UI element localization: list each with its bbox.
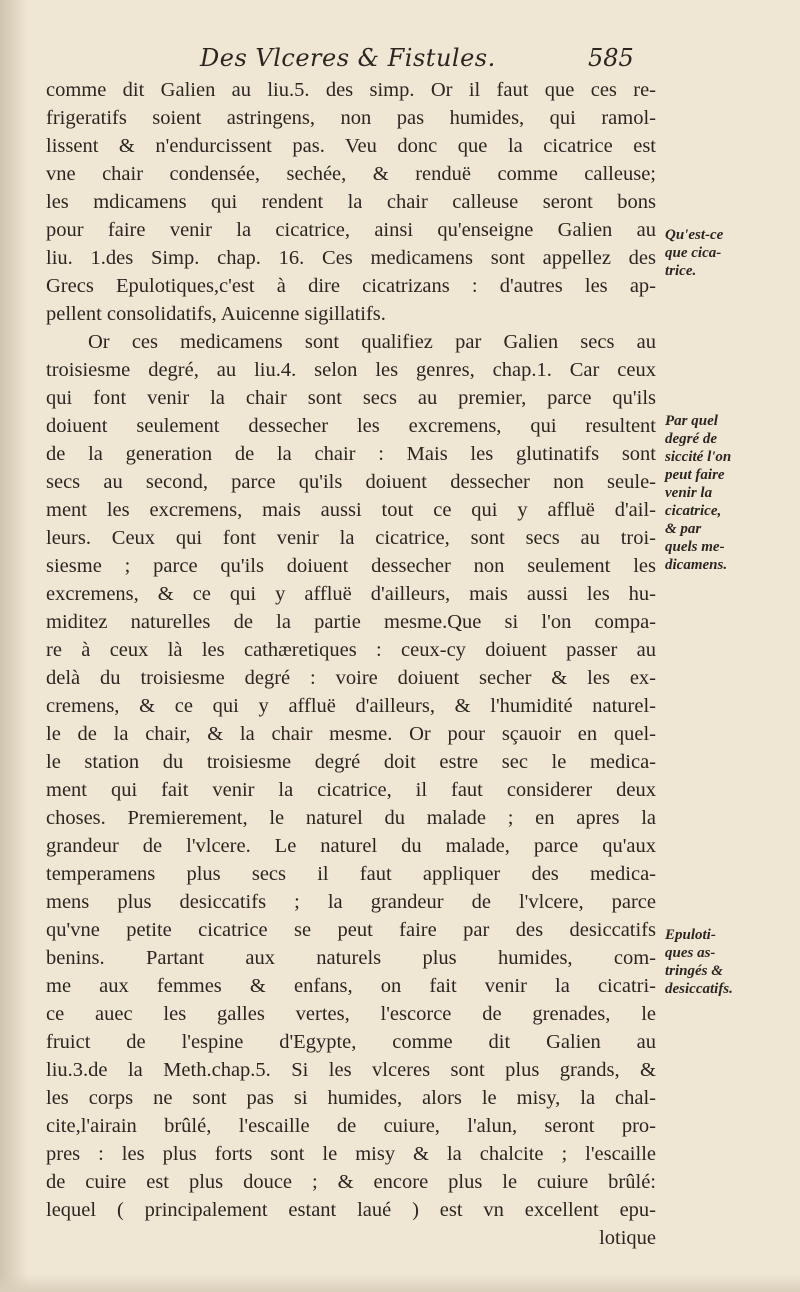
text-line: leurs. Ceux qui font venir la cicatrice, sont secs au troi- bbox=[46, 527, 656, 549]
text-line: excremens, & ce qui y affluë d'ailleurs, mais aussi les hu- bbox=[46, 583, 656, 605]
margin-note-line: degré de bbox=[665, 431, 718, 447]
text-line: temperamens plus secs il faut appliquer des medica- bbox=[46, 863, 656, 885]
text-line: cite,l'airain brûlé, l'escaille de cuiure, l'alun, seront pro- bbox=[46, 1115, 656, 1137]
margin-note-line: peut faire bbox=[665, 467, 725, 483]
text-line: benins. Partant aux naturels plus humides, com- bbox=[46, 947, 656, 969]
text-line: re à ceux là les cathæretiques : ceux-cy doiuent passer au bbox=[46, 639, 656, 661]
margin-note-line: & par bbox=[665, 521, 702, 537]
margin-note-cicatrice bbox=[665, 226, 785, 280]
text-line: siesme ; parce qu'ils doiuent dessecher non seulement les bbox=[46, 555, 656, 577]
margin-note-line: trice. bbox=[665, 263, 697, 279]
margin-note-degre-siccite bbox=[665, 412, 785, 574]
text-line: pour faire venir la cicatrice, ainsi qu'enseigne Galien au bbox=[46, 219, 656, 241]
text-line: me aux femmes & enfans, on fait venir la cicatri- bbox=[46, 975, 656, 997]
text-line: Grecs Epulotiques,c'est à dire cicatrizans : d'autres les ap- bbox=[46, 275, 656, 297]
text-line: troisiesme degré, au liu.4. selon les genres, chap.1. Car ceux bbox=[46, 359, 656, 381]
text-line: lequel ( principalement estant laué ) est vn excellent epu- bbox=[46, 1199, 656, 1221]
margin-note-epulotiques bbox=[665, 926, 785, 998]
text-line: cremens, & ce qui y affluë d'ailleurs, & l'humidité naturel- bbox=[46, 695, 656, 717]
text-line: ment qui fait venir la cicatrice, il faut considerer deux bbox=[46, 779, 656, 801]
text-line: choses. Premierement, le naturel du malade ; en apres la bbox=[46, 807, 656, 829]
text-line: qui font venir la chair sont secs au premier, parce qu'ils bbox=[46, 387, 656, 409]
margin-note-line: quels me- bbox=[665, 539, 725, 555]
margin-note-line: siccité l'on bbox=[665, 449, 732, 465]
text-line: comme dit Galien au liu.5. des simp. Or il faut que ces re- bbox=[46, 79, 656, 101]
text-line: liu. 1.des Simp. chap. 16. Ces medicamens sont appellez des bbox=[46, 247, 656, 269]
text-line: vne chair condensée, sechée, & renduë comme calleuse; bbox=[46, 163, 656, 185]
text-line: lotique bbox=[599, 1227, 656, 1249]
main-text-block bbox=[46, 76, 656, 1252]
text-line: fruict de l'espine d'Egypte, comme dit Galien au bbox=[46, 1031, 656, 1053]
text-line: les corps ne sont pas si humides, alors le misy, la chal- bbox=[46, 1087, 656, 1109]
text-line: ment les excremens, mais aussi tout ce qui y affluë d'ail- bbox=[46, 499, 656, 521]
text-line: mens plus desiccatifs ; la grandeur de l'vlcere, parce bbox=[46, 891, 656, 913]
text-line: le station du troisiesme degré doit estre sec le medica- bbox=[46, 751, 656, 773]
text-line: miditez naturelles de la partie mesme.Que si l'on compa- bbox=[46, 611, 656, 633]
text-line: ce auec les galles vertes, l'escorce de grenades, le bbox=[46, 1003, 656, 1025]
margin-note-line: que cica- bbox=[665, 245, 722, 261]
text-line: secs au second, parce qu'ils doiuent dessecher non seule- bbox=[46, 471, 656, 493]
margin-note-line: Par quel bbox=[665, 413, 718, 429]
text-line: frigeratifs soient astringens, non pas humides, qui ramol- bbox=[46, 107, 656, 129]
margin-note-line: Qu'est-ce bbox=[665, 227, 724, 243]
text-line: doiuent seulement dessecher les excremens, qui resultent bbox=[46, 415, 656, 437]
margin-note-line: ques as- bbox=[665, 945, 716, 961]
margin-note-line: dicamens. bbox=[665, 557, 728, 573]
text-line: de la generation de la chair : Mais les glutinatifs sont bbox=[46, 443, 656, 465]
text-line: de cuire est plus douce ; & encore plus le cuiure brûlé: bbox=[46, 1171, 656, 1193]
margin-note-line: Epuloti- bbox=[665, 927, 716, 943]
text-line: pellent consolidatifs, Auicenne sigillatifs. bbox=[46, 303, 386, 325]
margin-note-line: tringés & bbox=[665, 963, 723, 979]
text-line: liu.3.de la Meth.chap.5. Si les vlceres sont plus grands, & bbox=[46, 1059, 656, 1081]
text-line: grandeur de l'vlcere. Le naturel du malade, parce qu'aux bbox=[46, 835, 656, 857]
margin-note-line: cicatrice, bbox=[665, 503, 722, 519]
text-line: les mdicamens qui rendent la chair calleuse seront bons bbox=[46, 191, 656, 213]
text-line: lissent & n'endurcissent pas. Veu donc que la cicatrice est bbox=[46, 135, 656, 157]
running-title: Des Vlceres & Fistules. bbox=[200, 44, 496, 72]
text-line: pres : les plus forts sont le misy & la chalcite ; l'escaille bbox=[46, 1143, 656, 1165]
text-line: delà du troisiesme degré : voire doiuent secher & les ex- bbox=[46, 667, 656, 689]
margin-note-line: venir la bbox=[665, 485, 713, 501]
text-line: le de la chair, & la chair mesme. Or pour sçauoir en quel- bbox=[46, 723, 656, 745]
text-line: qu'vne petite cicatrice se peut faire par des desiccatifs bbox=[46, 919, 656, 941]
text-line: Or ces medicamens sont qualifiez par Galien secs au bbox=[88, 331, 656, 353]
margin-note-line: desiccatifs. bbox=[665, 981, 733, 997]
page-number: 585 bbox=[588, 44, 634, 72]
